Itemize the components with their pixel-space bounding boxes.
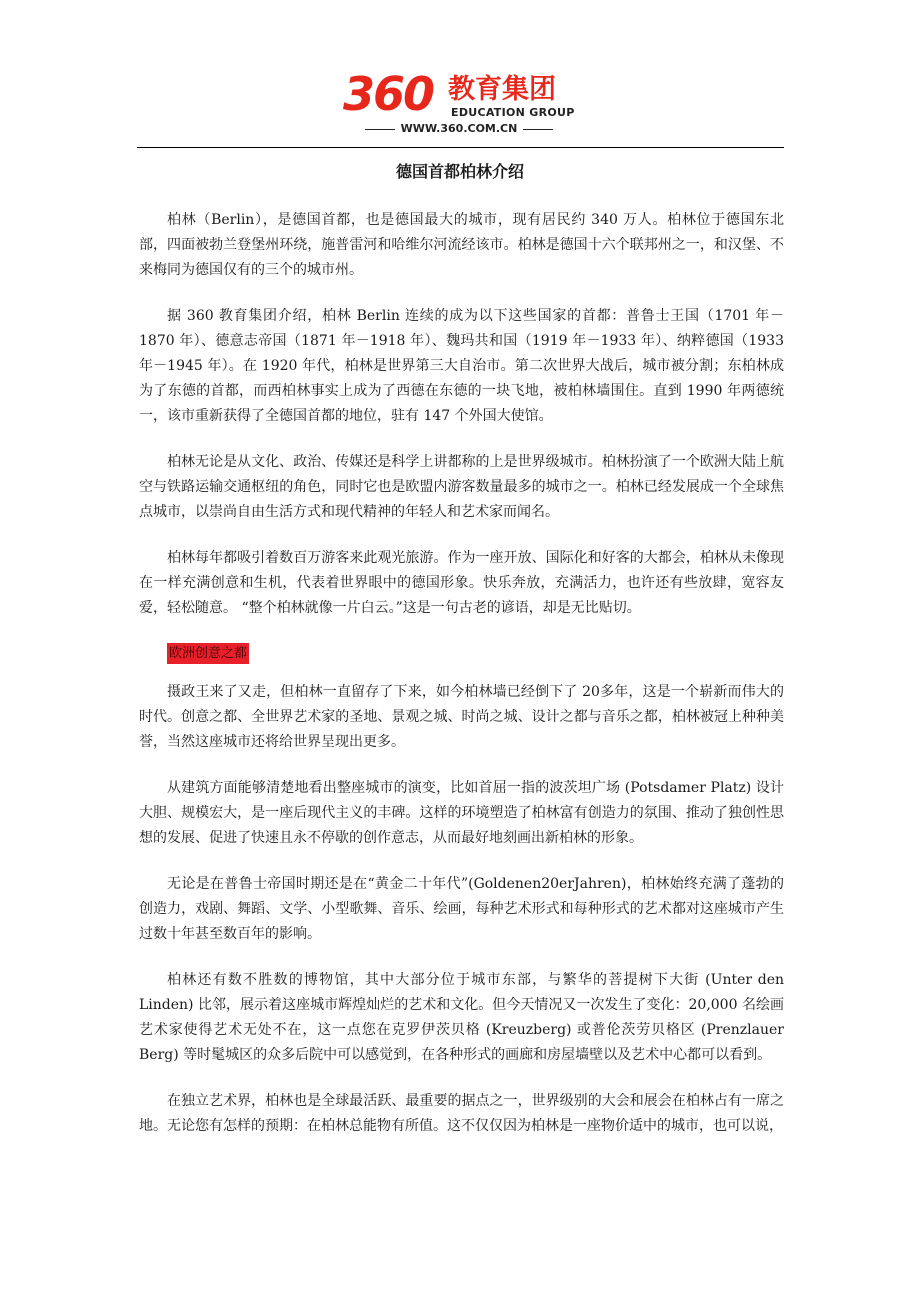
- company-logo: [343, 68, 583, 140]
- document-title: 德国首都柏林介绍: [395, 162, 524, 181]
- section-heading: [167, 642, 784, 663]
- paragraph: 无论是在普鲁士帝国时期还是在“黄金二十年代”(Goldenen20erJahren)，柏林始终充满了蓬勃的创造力，戏剧、舞蹈、文学、小型歌舞、音乐、绘画，每种艺术形式和每种形式的艺术都对这座城市产生过数十年甚至数百年的影响。: [139, 876, 784, 942]
- logo-url: [343, 122, 575, 135]
- paragraph: 从建筑方面能够清楚地看出整座城市的演变，比如首屈一指的波茨坦广场 (Potsdamer Platz) 设计大胆、规模宏大，是一座后现代主义的丰碑。这样的环境塑造了柏林富有创造力的氛围、推动了独创性思想的发展、促进了快速且永不停歇的创作意志，从而最好地刻画出新柏林的形象。: [139, 780, 784, 846]
- paragraph: 摄政王来了又走，但柏林一直留存了下来，如今柏林墙已经倒下了 20多年，这是一个崭新而伟大的时代。创意之都、全世界艺术家的圣地、景观之城、时尚之城、设计之都与音乐之都，柏林被冠上种种美誉，当然这座城市还将给世界呈现出更多。: [139, 684, 784, 750]
- paragraph: 据 360 教育集团介绍，柏林 Berlin 连续的成为以下这些国家的首都：普鲁士王国（1701 年－1870 年）、德意志帝国（1871 年－1918 年）、魏玛共和国（1919 年－1933 年）、纳粹德国（1933 年－1945 年）。在 1920 年代，柏林是世界第三大自治市。第二次世界大战后，城市被分割；东柏林成为了东德的首都，而西柏林事实上成为了西德在东德的一块飞地，被柏林墙围住。直到 1990 年两德统一，该市重新获得了全德国首都的地位，驻有 147 个外国大使馆。: [139, 308, 784, 424]
- logo-number: 360: [343, 67, 434, 121]
- section-label: 欧洲创意之都: [167, 643, 249, 664]
- paragraph: 在独立艺术界，柏林也是全球最活跃、最重要的据点之一，世界级别的大会和展会在柏林占有一席之地。无论您有怎样的预期：在柏林总能物有所值。这不仅仅因为柏林是一座物价适中的城市，也可以说，: [139, 1093, 784, 1134]
- document-body: [139, 208, 784, 1160]
- logo-url-text: WWW.360.COM.CN: [400, 122, 518, 135]
- header-divider: [137, 147, 784, 148]
- paragraph: 柏林还有数不胜数的博物馆，其中大部分位于城市东部，与繁华的菩提树下大街 (Unter den Linden) 比邻，展示着这座城市辉煌灿烂的艺术和文化。但今天情况又一次发生了变化：20,000 名绘画艺术家使得艺术无处不在，这一点您在克罗伊茨贝格 (Kreuzberg) 或普伦茨劳贝格区 (Prenzlauer Berg) 等时髦城区的众多后院中可以感觉到，在各种形式的画廊和房屋墙壁以及艺术中心都可以看到。: [139, 972, 784, 1063]
- paragraph: 柏林每年都吸引着数百万游客来此观光旅游。作为一座开放、国际化和好客的大都会，柏林从未像现在一样充满创意和生机，代表着世界眼中的德国形象。快乐奔放，充满活力，也许还有些放肆，宽容友爱，轻松随意。 “整个柏林就像一片白云。”这是一句古老的谚语，却是无比贴切。: [139, 550, 784, 616]
- paragraph: 柏林无论是从文化、政治、传媒还是科学上讲都称的上是世界级城市。柏林扮演了一个欧洲大陆上航空与铁路运输交通枢纽的角色，同时它也是欧盟内游客数量最多的城市之一。柏林已经发展成一个全球焦点城市，以崇尚自由生活方式和现代精神的年轻人和艺术家而闻名。: [139, 454, 784, 520]
- paragraph: 柏林（Berlin），是德国首都，也是德国最大的城市，现有居民约 340 万人。柏林位于德国东北部，四面被勃兰登堡州环绕，施普雷河和哈维尔河流经该市。柏林是德国十六个联邦州之一，和汉堡、不来梅同为德国仅有的三个的城市州。: [139, 212, 784, 278]
- logo-english-name: EDUCATION GROUP: [451, 106, 575, 119]
- logo-chinese-name: 教育集团: [448, 74, 556, 105]
- page-header: [0, 0, 920, 148]
